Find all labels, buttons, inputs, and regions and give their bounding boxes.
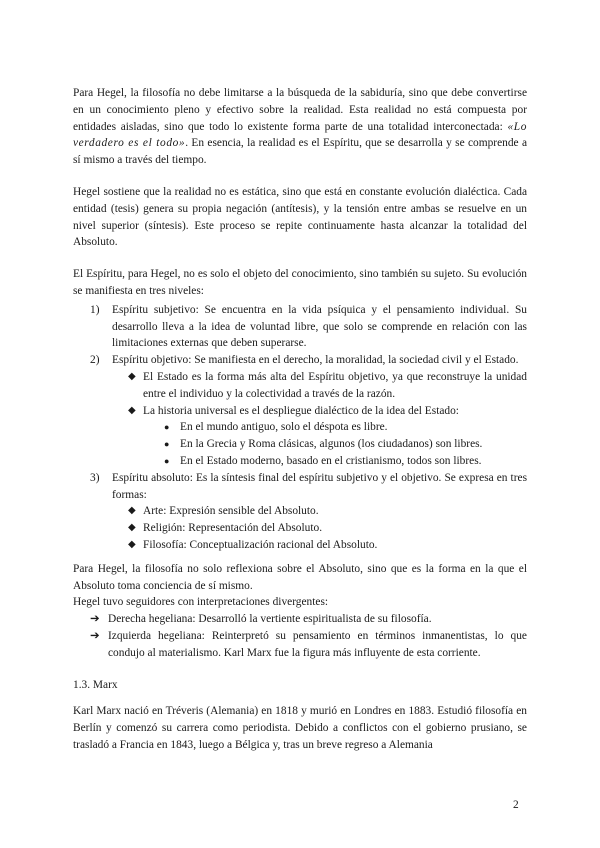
dot-bullet-icon: ● bbox=[164, 422, 170, 433]
document-page bbox=[73, 85, 527, 754]
history-point: ● En el Estado moderno, basado en el cristianismo, todos son libres. bbox=[73, 453, 527, 470]
follower-item-left: ➔ Izquierda hegeliana: Reinterpretó su pensamiento en términos inmanentistas, lo que condujo al materialismo. Karl Marx fue la figura más influyente de esta corriente. bbox=[90, 629, 527, 659]
absolute-form: ◆ Religión: Representación del Absoluto. bbox=[73, 520, 527, 537]
section-heading: 1.3. Marx bbox=[73, 678, 118, 691]
absolute-form: ◆ Arte: Expresión sensible del Absoluto. bbox=[73, 503, 527, 520]
arrow-bullet-icon: ➔ bbox=[90, 629, 100, 642]
diamond-bullet-icon: ◆ bbox=[128, 370, 136, 382]
arrow-bullet-icon: ➔ bbox=[90, 613, 100, 626]
paragraph-dialectic: Hegel sostiene que la realidad no es estática, sino que está en constante evolución dialéctica. Cada entidad (tesis) genera su propia negación (antítesis), y la tensión entre ambas se resuelve en un nivel superior (síntesis). Este proceso se repite continuamente hasta alcanzar la totalidad del Absoluto. bbox=[73, 185, 527, 249]
diamond-bullet-icon: ◆ bbox=[128, 538, 136, 550]
objective-point: ◆ La historia universal es el despliegue dialéctico de la idea del Estado: bbox=[73, 403, 527, 420]
history-point: ● En la Grecia y Roma clásicas, algunos (los ciudadanos) son libres. bbox=[73, 436, 527, 453]
paragraph-followers-intro: Hegel tuvo seguidores con interpretaciones divergentes: bbox=[73, 596, 329, 609]
paragraph-absolute-conscience: Para Hegel, la filosofía no solo reflexiona sobre el Absoluto, sino que es la forma en la que el Absoluto toma conciencia de sí mismo. bbox=[73, 562, 527, 592]
levels-list bbox=[73, 302, 527, 554]
list-number: 3) bbox=[90, 471, 100, 484]
diamond-bullet-icon: ◆ bbox=[128, 404, 136, 416]
paragraph-marx-bio: Karl Marx nació en Tréveris (Alemania) en 1818 y murió en Londres en 1883. Estudió filosofía en Berlín y comenzó su carrera como periodista. Debido a conflictos con el gobierno prusiano, se trasladó a Francia en 1843, luego a Bélgica y, tras un breve regreso a Alemania bbox=[73, 705, 527, 751]
history-point: ● En el mundo antiguo, solo el déspota es libre. bbox=[73, 419, 527, 436]
list-number: 1) bbox=[90, 303, 100, 316]
level-item-subjective: 1) Espíritu subjetivo: Se encuentra en la vida psíquica y el pensamiento individual. Su desarrollo lleva a la idea de voluntad libre, que solo se comprende en relación con las limitaciones externas que deben superarse. bbox=[90, 303, 527, 350]
dot-bullet-icon: ● bbox=[164, 439, 170, 450]
diamond-bullet-icon: ◆ bbox=[128, 505, 136, 517]
level-item-objective: 2) Espíritu objetivo: Se manifiesta en el derecho, la moralidad, la sociedad civil y el Estado. bbox=[73, 352, 527, 369]
level-item-absolute: 3) Espíritu absoluto: Es la síntesis final del espíritu subjetivo y el objetivo. Se expresa en tres formas: bbox=[90, 471, 527, 501]
page-number: 2 bbox=[513, 799, 519, 811]
diamond-bullet-icon: ◆ bbox=[128, 522, 136, 534]
follower-item-right: ➔ Derecha hegeliana: Desarrolló la vertiente espiritualista de su filosofía. bbox=[73, 611, 527, 628]
list-number: 2) bbox=[90, 354, 100, 367]
dot-bullet-icon: ● bbox=[164, 455, 170, 466]
paragraph-hegel-philosophy: Para Hegel, la filosofía no debe limitarse a la búsqueda de la sabiduría, sino que debe convertirse en un conocimiento pleno y efectivo sobre la realidad. Esta realidad no está compuesta por entidades aisladas, sino que todo lo existente forma parte de una totalidad interconectada: «Lo verdadero es el todo». En esencia, la realidad es el Espíritu, que se desarrolla y se comprende a sí mismo a través del tiempo. bbox=[73, 87, 527, 167]
quote-lo-verdadero: «Lo verdadero es el todo» bbox=[73, 120, 527, 150]
objective-point: ◆ El Estado es la forma más alta del Espíritu objetivo, ya que reconstruye la unidad entre el individuo y la colectividad a través de la razón. bbox=[128, 370, 527, 400]
paragraph-spirit-levels: El Espíritu, para Hegel, no es solo el objeto del conocimiento, sino también su sujeto. Su evolución se manifiesta en tres niveles: bbox=[73, 268, 527, 297]
absolute-form: ◆ Filosofía: Conceptualización racional del Absoluto. bbox=[73, 537, 527, 554]
